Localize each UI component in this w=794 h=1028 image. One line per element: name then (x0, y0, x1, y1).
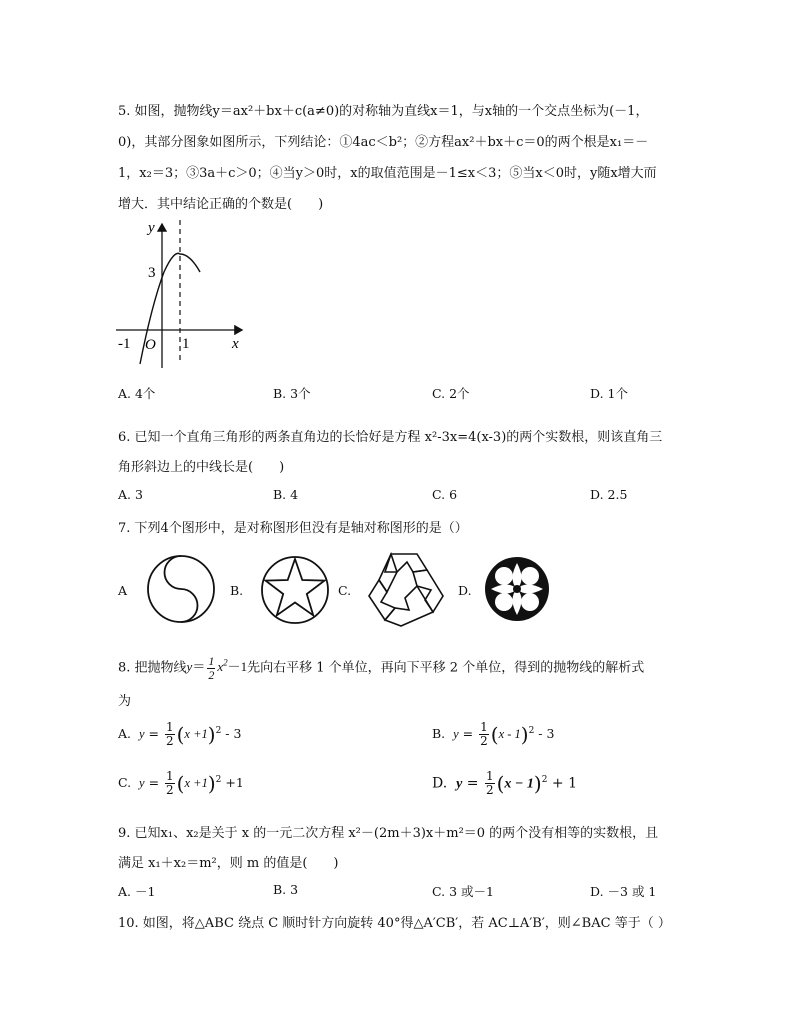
yin-yang-figure[interactable] (145, 553, 217, 625)
q9-option-c[interactable]: C. 3 或－1 (432, 884, 494, 899)
q8-line-2: 为 (118, 694, 132, 709)
q8-suffix: 先向右平移 1 个单位，再向下平移 2 个单位，得到的抛物线的解析式 (247, 660, 645, 676)
x-axis-label: x (232, 336, 239, 352)
q7-label-d[interactable]: D. (458, 583, 472, 598)
q8-option-a[interactable]: A. y = $\frac{1}{2}$ $(x +1)^2 - 3$ (118, 720, 242, 749)
q6-option-c[interactable]: C. 6 (432, 487, 458, 502)
q6-option-b[interactable]: B. 4 (273, 487, 299, 502)
q5-line-1: 5. 如图，抛物线y＝ax²＋bx＋c(a≠0)的对称轴为直线x＝1，与x轴的一个交点坐标为(－1， (118, 104, 649, 119)
q8-option-d[interactable]: D. y = $\frac{1}{2}$ $(x - 1)^2 + 1$ (432, 769, 577, 798)
origin-label: O (145, 337, 156, 353)
recycle-hexagon-figure[interactable] (365, 550, 447, 630)
q9-option-b[interactable]: B. 3 (273, 882, 299, 897)
q5-option-b[interactable]: B. 3个 (273, 386, 311, 401)
q6-line-2: 角形斜边上的中线长是( ) (118, 460, 285, 475)
y-axis-label: y (148, 220, 155, 236)
q9-option-d[interactable]: D. －3 或 1 (590, 884, 657, 899)
q5-option-c[interactable]: C. 2个 (432, 386, 470, 401)
q8-formula: y＝ $\frac{1}{2}$ $x^2-1$ (186, 653, 248, 682)
tick-label-1: 1 (182, 336, 190, 352)
q7-label-b[interactable]: B. (230, 583, 244, 598)
q5-line-4: 增大．其中结论正确的个数是( ) (118, 197, 324, 212)
q5-option-a[interactable]: A. 4个 (118, 386, 156, 401)
q8-option-c[interactable]: C. y = $\frac{1}{2}$ $(x +1)^2 +1$ (118, 769, 244, 798)
parabola-graph (112, 214, 252, 374)
q5-option-d[interactable]: D. 1个 (590, 386, 628, 401)
q9-option-a[interactable]: A. －1 (118, 884, 156, 899)
q8-line-1 (118, 650, 644, 682)
q6-option-a[interactable]: A. 3 (118, 487, 143, 502)
q7-label-a[interactable]: A (118, 583, 128, 598)
q9-line-2: 满足 x₁＋x₂＝m²，则 m 的值是( ) (118, 856, 339, 871)
q10-line-1: 10. 如图，将△ABC 绕点 C 顺时针方向旋转 40°得△A′CB′，若 AC⊥A′B′，则∠BAC 等于（ ） (118, 916, 671, 931)
q9-line-1: 9. 已知x₁、x₂是关于 x 的一元二次方程 x²－(2m＋3)x＋m²＝0 的两个没有相等的实数根，且 (118, 826, 659, 841)
q7-line-1: 7. 下列4个图形中，是对称图形但没有是轴对称图形的是（） (118, 521, 468, 536)
tick-label-3: 3 (148, 265, 156, 281)
q8-option-b[interactable]: B. y = $\frac{1}{2}$ (x - 1)$^2$ - 3 (432, 720, 555, 749)
q6-option-d[interactable]: D. 2.5 (590, 487, 628, 502)
tick-label-neg-1: -1 (118, 336, 131, 352)
q5-line-2: 0)，其部分图象如图所示，下列结论：①4ac＜b²；②方程ax²＋bx＋c＝0的两个根是x₁＝－ (118, 135, 649, 150)
q7-label-c[interactable]: C. (338, 583, 352, 598)
star-in-circle-figure[interactable] (259, 554, 331, 626)
q6-line-1: 6. 已知一个直角三角形的两条直角边的长恰好是方程 x²-3x=4(x-3)的两个实数根，则该直角三 (118, 430, 663, 445)
q8-prefix: 8. 把抛物线 (118, 660, 187, 676)
q5-line-3: 1，x₂＝3；③3a＋c＞0；④当y＞0时，x的取值范围是－1≤x＜3；⑤当x＜0时，y随x增大而 (118, 166, 657, 181)
four-petal-circle-figure[interactable] (482, 554, 552, 624)
